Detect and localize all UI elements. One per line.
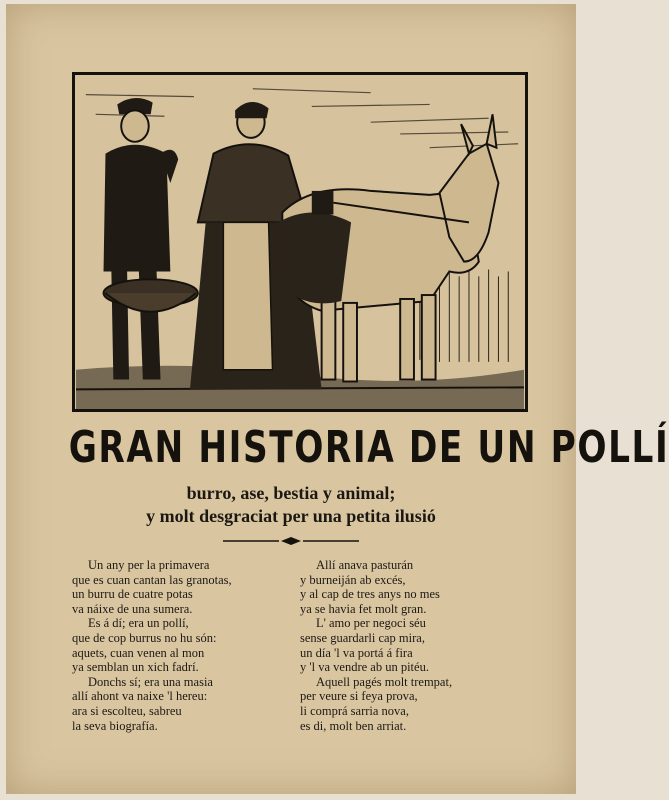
poem-line: per veure si feya prova, bbox=[300, 689, 418, 704]
pamphlet-page bbox=[6, 4, 669, 794]
poem-line: va náixe de una sumera. bbox=[72, 601, 193, 616]
poem-line: allí ahont va naixe 'l hereu: bbox=[72, 689, 208, 704]
poem-line: que es cuan cantan las granotas, bbox=[72, 572, 232, 587]
subtitle-line-2: y molt desgraciat per una petita ilusió bbox=[146, 506, 436, 526]
poem-line: sense guardarli cap mira, bbox=[300, 630, 425, 645]
poem-line: Un any per la primavera bbox=[88, 558, 210, 572]
poem-line: y al cap de tres anys no mes bbox=[300, 587, 440, 602]
poem-line: L' amo per negoci séu bbox=[316, 616, 426, 631]
poem-line: es di, molt ben arriat. bbox=[300, 718, 407, 733]
page-title: GRAN HISTORIA DE UN POLLÍ bbox=[68, 422, 669, 473]
poem-line: que de cop burrus no hu són: bbox=[72, 630, 217, 645]
poem-line: Donchs sí; era una masia bbox=[88, 674, 213, 689]
poem-line: Allí anava pasturán bbox=[316, 558, 414, 572]
poem-line: y burneiján ab excés, bbox=[300, 572, 406, 587]
subtitle-line-1: burro, ase, bestia y animal; bbox=[186, 483, 396, 503]
poem-line: y 'l va vendre ab un pitéu. bbox=[300, 660, 429, 675]
ornament-divider bbox=[221, 536, 361, 546]
poem-column-left bbox=[72, 558, 292, 733]
woodcut-illustration bbox=[72, 72, 528, 412]
poem-line: Es á dí; era un pollí, bbox=[88, 616, 189, 631]
poem-line: ya semblan un xich fadrí. bbox=[72, 660, 199, 675]
poem-column-right bbox=[300, 558, 540, 733]
poem-line: ara si escolteu, sabreu bbox=[72, 703, 182, 718]
poem-line: ya se havia fet molt gran. bbox=[300, 601, 427, 616]
poem-line: la seva biografía. bbox=[72, 718, 158, 733]
poem-line: li comprá sarria nova, bbox=[300, 703, 409, 718]
poem-line: aquets, cuan venen al mon bbox=[72, 645, 205, 660]
poem-line: un burru de cuatre potas bbox=[72, 587, 193, 602]
woodcut-scene-image bbox=[75, 75, 525, 409]
poem-line: un día 'l va portá á fira bbox=[300, 645, 413, 660]
poem-line: Aquell pagés molt trempat, bbox=[316, 674, 453, 689]
